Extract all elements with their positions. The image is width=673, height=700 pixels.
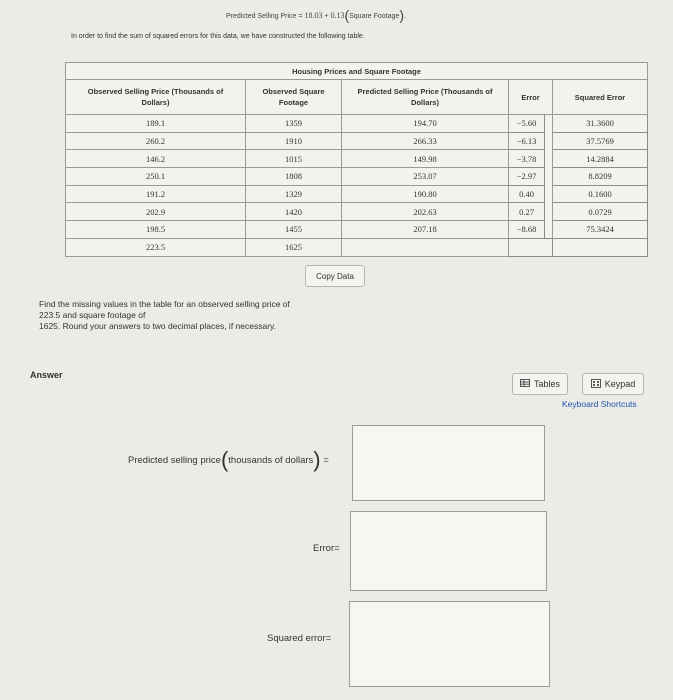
header-predicted-price: Predicted Selling Price (Thousands of Dollars) (342, 80, 509, 115)
cell-predicted: 207.18 (342, 221, 509, 239)
cell-observed: 198.5 (66, 221, 246, 239)
table-icon (520, 379, 530, 389)
cell-predicted: 194.70 (342, 115, 509, 133)
table-row-missing (66, 238, 648, 256)
cell-observed: 223.5 (66, 238, 246, 256)
question-line-3: 1625. Round your answers to two decimal places, if necessary. (39, 321, 277, 331)
table-row (66, 115, 648, 133)
cell-predicted: 202.63 (342, 203, 509, 221)
predicted-price-label: Predicted selling price(thousands of dollars) = (128, 447, 329, 472)
formula-plus: + (324, 13, 329, 20)
cell-sqft: 1808 (246, 168, 342, 186)
question-text (39, 299, 339, 332)
cell-error-missing (509, 238, 553, 256)
regression-formula: Predicted Selling Price = 18.03 + 0.13(Square Footage). (226, 7, 406, 23)
cell-observed: 260.2 (66, 132, 246, 150)
question-line-1: Find the missing values in the table for an observed selling price of (39, 299, 290, 309)
header-squared-error: Squared Error (553, 80, 648, 115)
formula-slope: 0.13 (330, 11, 345, 20)
cell-observed: 191.2 (66, 185, 246, 203)
answer-heading: Answer (30, 370, 63, 380)
cell-squared-error: 14.2884 (553, 150, 648, 168)
cell-error: −3.78 (509, 150, 545, 168)
cell-squared-error: 37.5769 (553, 132, 648, 150)
squared-error-label: Squared error= (267, 633, 332, 644)
cell-error: 0.27 (509, 203, 545, 221)
keyboard-shortcuts-link[interactable]: Keyboard Shortcuts (562, 399, 637, 409)
cell-observed: 202.9 (66, 203, 246, 221)
cell-sqft: 1420 (246, 203, 342, 221)
cell-sqft: 1455 (246, 221, 342, 239)
cell-error: 0.40 (509, 185, 545, 203)
cell-sqft: 1625 (246, 238, 342, 256)
housing-data-table (65, 62, 648, 257)
cell-error: −5.60 (509, 115, 545, 133)
cell-observed: 189.1 (66, 115, 246, 133)
header-error: Error (509, 80, 553, 115)
tables-label: Tables (533, 379, 560, 389)
question-line-2: 223.5 and square footage of (39, 310, 146, 320)
formula-variable: Square Footage (349, 13, 400, 20)
cell-error: −8.68 (509, 221, 545, 239)
cell-squared-error: 0.1600 (553, 185, 648, 203)
formula-intercept: 18.03 (304, 11, 323, 20)
predicted-equals: = (323, 455, 329, 466)
intro-text: In order to find the sum of squared errors for this data, we have constructed the following table. (71, 33, 365, 40)
copy-data-button[interactable]: Copy Data (305, 265, 365, 287)
formula-equals: = (298, 13, 303, 20)
table-row (66, 168, 648, 186)
header-observed-price: Observed Selling Price (Thousands of Dollars) (66, 80, 246, 115)
cell-error: −6.13 (509, 132, 545, 150)
error-label: Error= (313, 543, 340, 554)
formula-end: . (403, 13, 406, 20)
squared-error-input[interactable] (349, 601, 550, 687)
table-row (66, 203, 648, 221)
cell-predicted: 149.98 (342, 150, 509, 168)
predicted-label-units: thousands of dollars (228, 455, 314, 466)
cell-squared-error-missing (553, 238, 648, 256)
cell-predicted: 190.80 (342, 185, 509, 203)
cell-predicted: 266.33 (342, 132, 509, 150)
cell-sqft: 1329 (246, 185, 342, 203)
keypad-button[interactable] (582, 373, 644, 395)
table-row (66, 132, 648, 150)
cell-sqft: 1015 (246, 150, 342, 168)
cell-observed: 146.2 (66, 150, 246, 168)
table-row (66, 221, 648, 239)
table-row (66, 150, 648, 168)
cell-predicted: 253.07 (342, 168, 509, 186)
cell-squared-error: 31.3600 (553, 115, 648, 133)
cell-sqft: 1910 (246, 132, 342, 150)
tables-button[interactable] (512, 373, 568, 395)
table-title: Housing Prices and Square Footage (66, 63, 648, 80)
cell-sqft: 1359 (246, 115, 342, 133)
keypad-icon (591, 379, 601, 390)
cell-observed: 250.1 (66, 168, 246, 186)
header-square-footage: Observed Square Footage (246, 80, 342, 115)
cell-squared-error: 75.3424 (553, 221, 648, 239)
keypad-label: Keypad (604, 379, 636, 389)
error-input[interactable] (350, 511, 547, 591)
predicted-label-main: Predicted selling price (128, 455, 221, 466)
formula-lhs: Predicted Selling Price (226, 13, 297, 20)
cell-predicted-missing (342, 238, 509, 256)
cell-error: −2.97 (509, 168, 545, 186)
cell-squared-error: 0.0729 (553, 203, 648, 221)
cell-squared-error: 8.8209 (553, 168, 648, 186)
predicted-price-input[interactable] (352, 425, 545, 501)
table-row (66, 185, 648, 203)
